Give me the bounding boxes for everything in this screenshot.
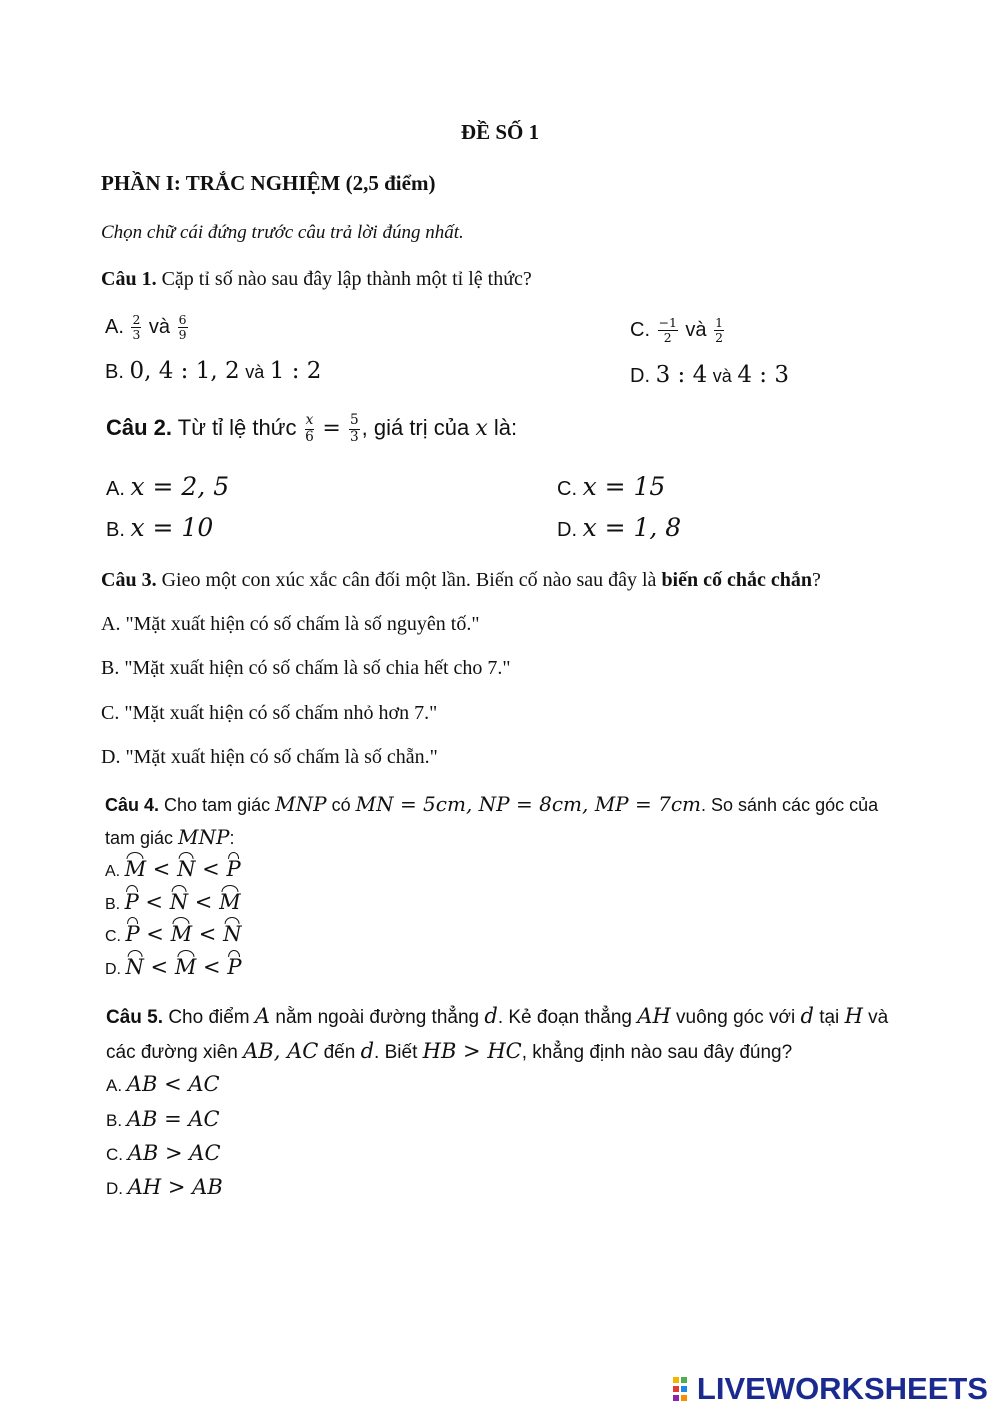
page-title: ĐỀ SỐ 1	[460, 120, 540, 144]
q5-prompt-line1: Câu 5. Cho điểm A nằm ngoài đường thẳng d. Kẻ đoạn thẳng AH vuông góc với d tại H và	[106, 1004, 889, 1028]
math-expr: MNP	[275, 792, 327, 816]
q3-option-b[interactable]: B. "Mặt xuất hiện có số chấm là số chia hết cho 7."	[101, 657, 511, 679]
conjunction: và	[685, 319, 707, 342]
option-letter: B.	[106, 519, 125, 541]
q2-label: Câu 2.	[106, 414, 173, 440]
q4-option-c[interactable]: C. P < M < N	[105, 922, 242, 946]
math-expr: 3 : 4	[655, 362, 708, 388]
q5-prompt-line2: các đường xiên AB, AC đến d. Biết HB > HC, khẳng định nào sau đây đúng?	[106, 1039, 793, 1063]
option-letter: C.	[557, 478, 577, 500]
option-letter: D.	[630, 365, 650, 387]
math-expr: x = 1, 8	[582, 513, 682, 542]
q3-bold: biến cố chắc chắn	[661, 569, 812, 591]
q4-option-d[interactable]: D. N < M < P	[105, 955, 242, 979]
q3-prompt	[101, 569, 821, 592]
q5-option-d[interactable]	[106, 1175, 223, 1199]
q2-text: , giá trị của	[361, 414, 470, 440]
math-expr: AB > AC	[127, 1141, 221, 1165]
equals-sign: =	[322, 415, 341, 441]
q2-text: Từ tỉ lệ thức	[177, 414, 297, 440]
angle: N	[169, 890, 189, 914]
q5-option-b[interactable]	[106, 1107, 220, 1131]
q5-option-c[interactable]	[106, 1141, 221, 1165]
option-letter: A.	[106, 478, 125, 500]
q4-text: :	[229, 828, 235, 848]
conjunction: và	[245, 362, 265, 382]
option-letter: A.	[106, 1076, 123, 1095]
angle: P	[125, 922, 140, 946]
fraction: $\frac{1}{2}$	[715, 315, 723, 346]
q4-label: Câu 4.	[105, 795, 160, 815]
fraction: $\frac{6}{9}$	[178, 312, 187, 343]
q2-option-b[interactable]	[106, 513, 213, 542]
angle: M	[174, 955, 197, 979]
q3-label: Câu 3.	[101, 569, 157, 591]
q4-text: tam giác	[105, 828, 174, 848]
liveworksheets-logo	[673, 1372, 988, 1406]
angle: M	[219, 890, 241, 914]
fraction: $\frac{x}{6}$	[305, 412, 314, 445]
q1-option-b[interactable]	[105, 358, 321, 384]
option-letter: B.	[105, 896, 121, 913]
q4-text: . So sánh các góc của	[701, 795, 879, 815]
q2-option-d[interactable]	[557, 513, 681, 542]
math-expr: MN = 5cm, NP = 8cm, MP = 7cm	[355, 792, 701, 816]
q3-option-a[interactable]: A. "Mặt xuất hiện có số chấm là số nguyên tố."	[101, 613, 480, 635]
option-letter: B.	[105, 361, 124, 383]
q3-option-d[interactable]: D. "Mặt xuất hiện có số chấm là số chẵn."	[101, 746, 438, 768]
fraction: $\frac{2}{3}$	[132, 312, 141, 343]
math-expr: 0, 4 : 1, 2	[129, 358, 240, 384]
q2-prompt	[106, 414, 517, 444]
math-expr: x = 10	[130, 513, 214, 542]
angle: N	[177, 857, 196, 881]
fraction: $\frac{5}{3}$	[349, 412, 359, 445]
q2-option-a[interactable]	[106, 472, 229, 501]
math-expr: AH > AB	[127, 1175, 223, 1199]
option-letter: A.	[105, 863, 121, 880]
q3-option-c[interactable]: C. "Mặt xuất hiện có số chấm nhỏ hơn 7."	[101, 702, 438, 724]
math-expr: 1 : 2	[269, 358, 322, 384]
q2-option-c[interactable]	[557, 472, 665, 501]
q1-option-d[interactable]	[630, 362, 789, 388]
instruction: Chọn chữ cái đứng trước câu trả lời đúng nhất.	[101, 222, 464, 243]
angle: N	[125, 955, 144, 979]
option-letter: D.	[557, 519, 577, 541]
q4-prompt-line2	[105, 825, 235, 849]
q4-prompt-line1	[105, 792, 878, 816]
math-expr: MNP	[178, 825, 230, 849]
q5-option-a[interactable]	[106, 1072, 220, 1096]
option-letter: C.	[106, 1145, 123, 1164]
angle: M	[124, 857, 147, 881]
q5-label: Câu 5.	[106, 1007, 164, 1028]
option-letter: C.	[630, 319, 650, 342]
q4-text: Cho tam giác	[164, 795, 271, 815]
logo-text: LIVEWORKSHEETS	[696, 1371, 988, 1406]
angle: P	[227, 955, 242, 979]
option-letter: D.	[105, 961, 121, 978]
q1-text: Cặp tỉ số nào sau đây lập thành một tỉ lệ thức?	[161, 268, 532, 290]
conjunction: và	[712, 366, 732, 386]
q3-text: Gieo một con xúc xắc cân đối một lần. Biến cố nào sau đây là	[161, 569, 657, 591]
section-heading: PHẦN I: TRẮC NGHIỆM (2,5 điểm)	[101, 171, 436, 195]
angle: M	[170, 922, 193, 946]
variable: x	[475, 415, 488, 441]
q4-text: có	[331, 795, 351, 815]
q1-option-c[interactable]	[630, 317, 726, 345]
logo-mark-icon	[673, 1377, 695, 1401]
angle: N	[223, 922, 242, 946]
math-expr: x = 2, 5	[130, 472, 230, 501]
q4-option-a[interactable]: A. M < N < P	[105, 857, 241, 881]
q4-option-b[interactable]: B. P < N < M	[105, 890, 241, 914]
option-letter: B.	[106, 1111, 123, 1130]
q2-text: là:	[493, 414, 518, 440]
angle: P	[226, 857, 241, 881]
option-letter: C.	[105, 928, 121, 945]
math-expr: 4 : 3	[737, 362, 789, 388]
q1-prompt	[101, 268, 532, 291]
math-expr: AB < AC	[126, 1072, 220, 1096]
q1-option-a[interactable]	[105, 314, 190, 342]
conjunction: và	[148, 316, 171, 339]
q3-end: ?	[812, 569, 821, 591]
option-letter: D.	[106, 1179, 123, 1198]
math-expr: x = 15	[582, 472, 666, 501]
angle: P	[124, 890, 139, 914]
option-letter: A.	[105, 316, 124, 339]
math-expr: AB = AC	[126, 1107, 220, 1131]
fraction: $\frac{-1}{2}$	[658, 315, 677, 346]
q1-label: Câu 1.	[101, 268, 157, 290]
